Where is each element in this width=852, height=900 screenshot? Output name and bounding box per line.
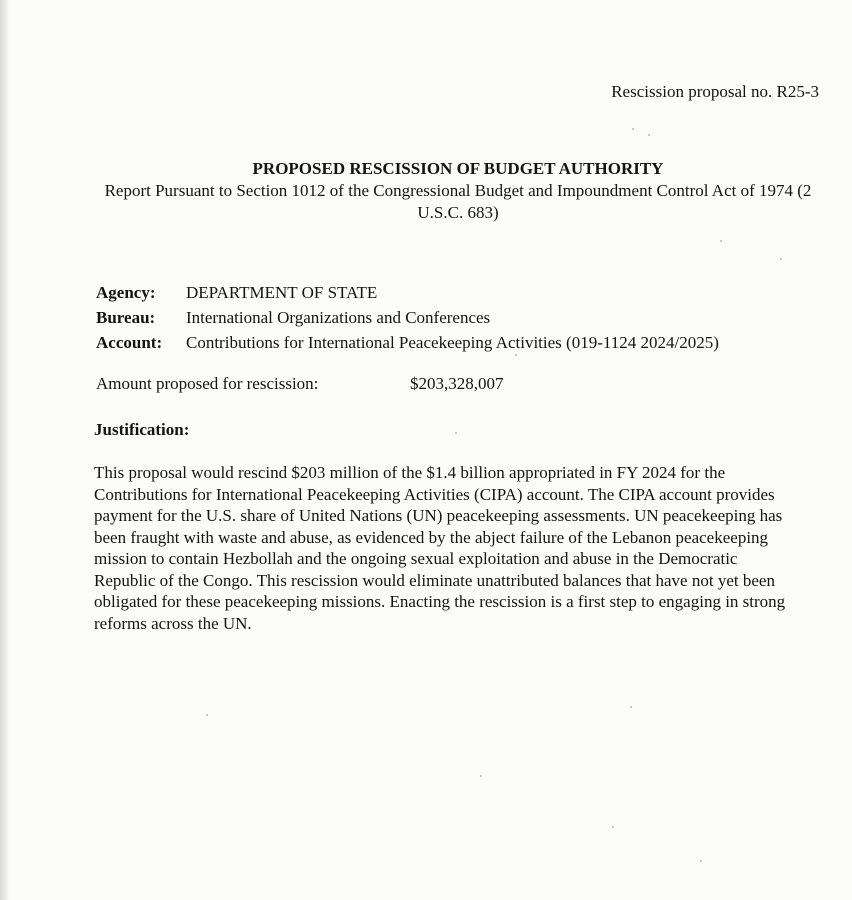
scan-speck [206, 714, 208, 716]
scan-speck [630, 706, 632, 708]
scan-speck [480, 775, 482, 777]
scan-speck [720, 240, 722, 242]
scan-speck [700, 860, 702, 862]
proposal-number: Rescission proposal no. R25-3 [611, 82, 819, 101]
account-details [96, 280, 719, 355]
scan-speck [780, 258, 782, 260]
scan-speck [515, 354, 517, 356]
justification-paragraph: This proposal would rescind $203 million of the $1.4 billion appropriated in FY 2024 for the Contributions for International Peacekeeping Activities (CIPA) account. The CIPA account provides payment for the U.S. share of United Nations (UN) peacekeeping assessments. UN peacekeeping has been fraught with waste and abuse, as evidenced by the abject failure of the Lebanon peacekeeping mission to contain Hezbollah and the ongoing sexual exploitation and abuse in the Democratic Republic of the Congo. This rescission would eliminate unattributed balances that have not yet been obligated for these peacekeeping missions. Enacting the rescission is a first step to engaging in strong reforms across the UN. [94, 463, 786, 633]
scan-speck [648, 134, 650, 136]
scan-speck [612, 826, 614, 828]
account-value: Contributions for International Peacekeeping Activities (019-1124 2024/2025) [186, 333, 719, 352]
agency-label: Agency: [96, 283, 156, 302]
amount-value: $203,328,007 [410, 374, 504, 393]
justification-heading: Justification: [94, 420, 190, 439]
page-edge-shadow [0, 0, 10, 900]
account-label: Account: [96, 333, 163, 352]
agency-value: DEPARTMENT OF STATE [186, 283, 378, 302]
amount-row [96, 374, 504, 394]
scan-speck [455, 432, 457, 434]
bureau-value: International Organizations and Conferences [186, 308, 491, 327]
bureau-row [96, 305, 719, 330]
document-subtitle: Report Pursuant to Section 1012 of the Congressional Budget and Impoundment Control Act of 1974 (2 U.S.C. 683) [104, 181, 812, 222]
amount-label: Amount proposed for rescission: [96, 374, 319, 393]
document-title: PROPOSED RESCISSION OF BUDGET AUTHORITY [252, 159, 664, 178]
agency-row [96, 280, 719, 305]
scan-speck [632, 128, 634, 130]
bureau-label: Bureau: [96, 308, 156, 327]
title-block [60, 158, 852, 224]
account-row [96, 330, 719, 355]
